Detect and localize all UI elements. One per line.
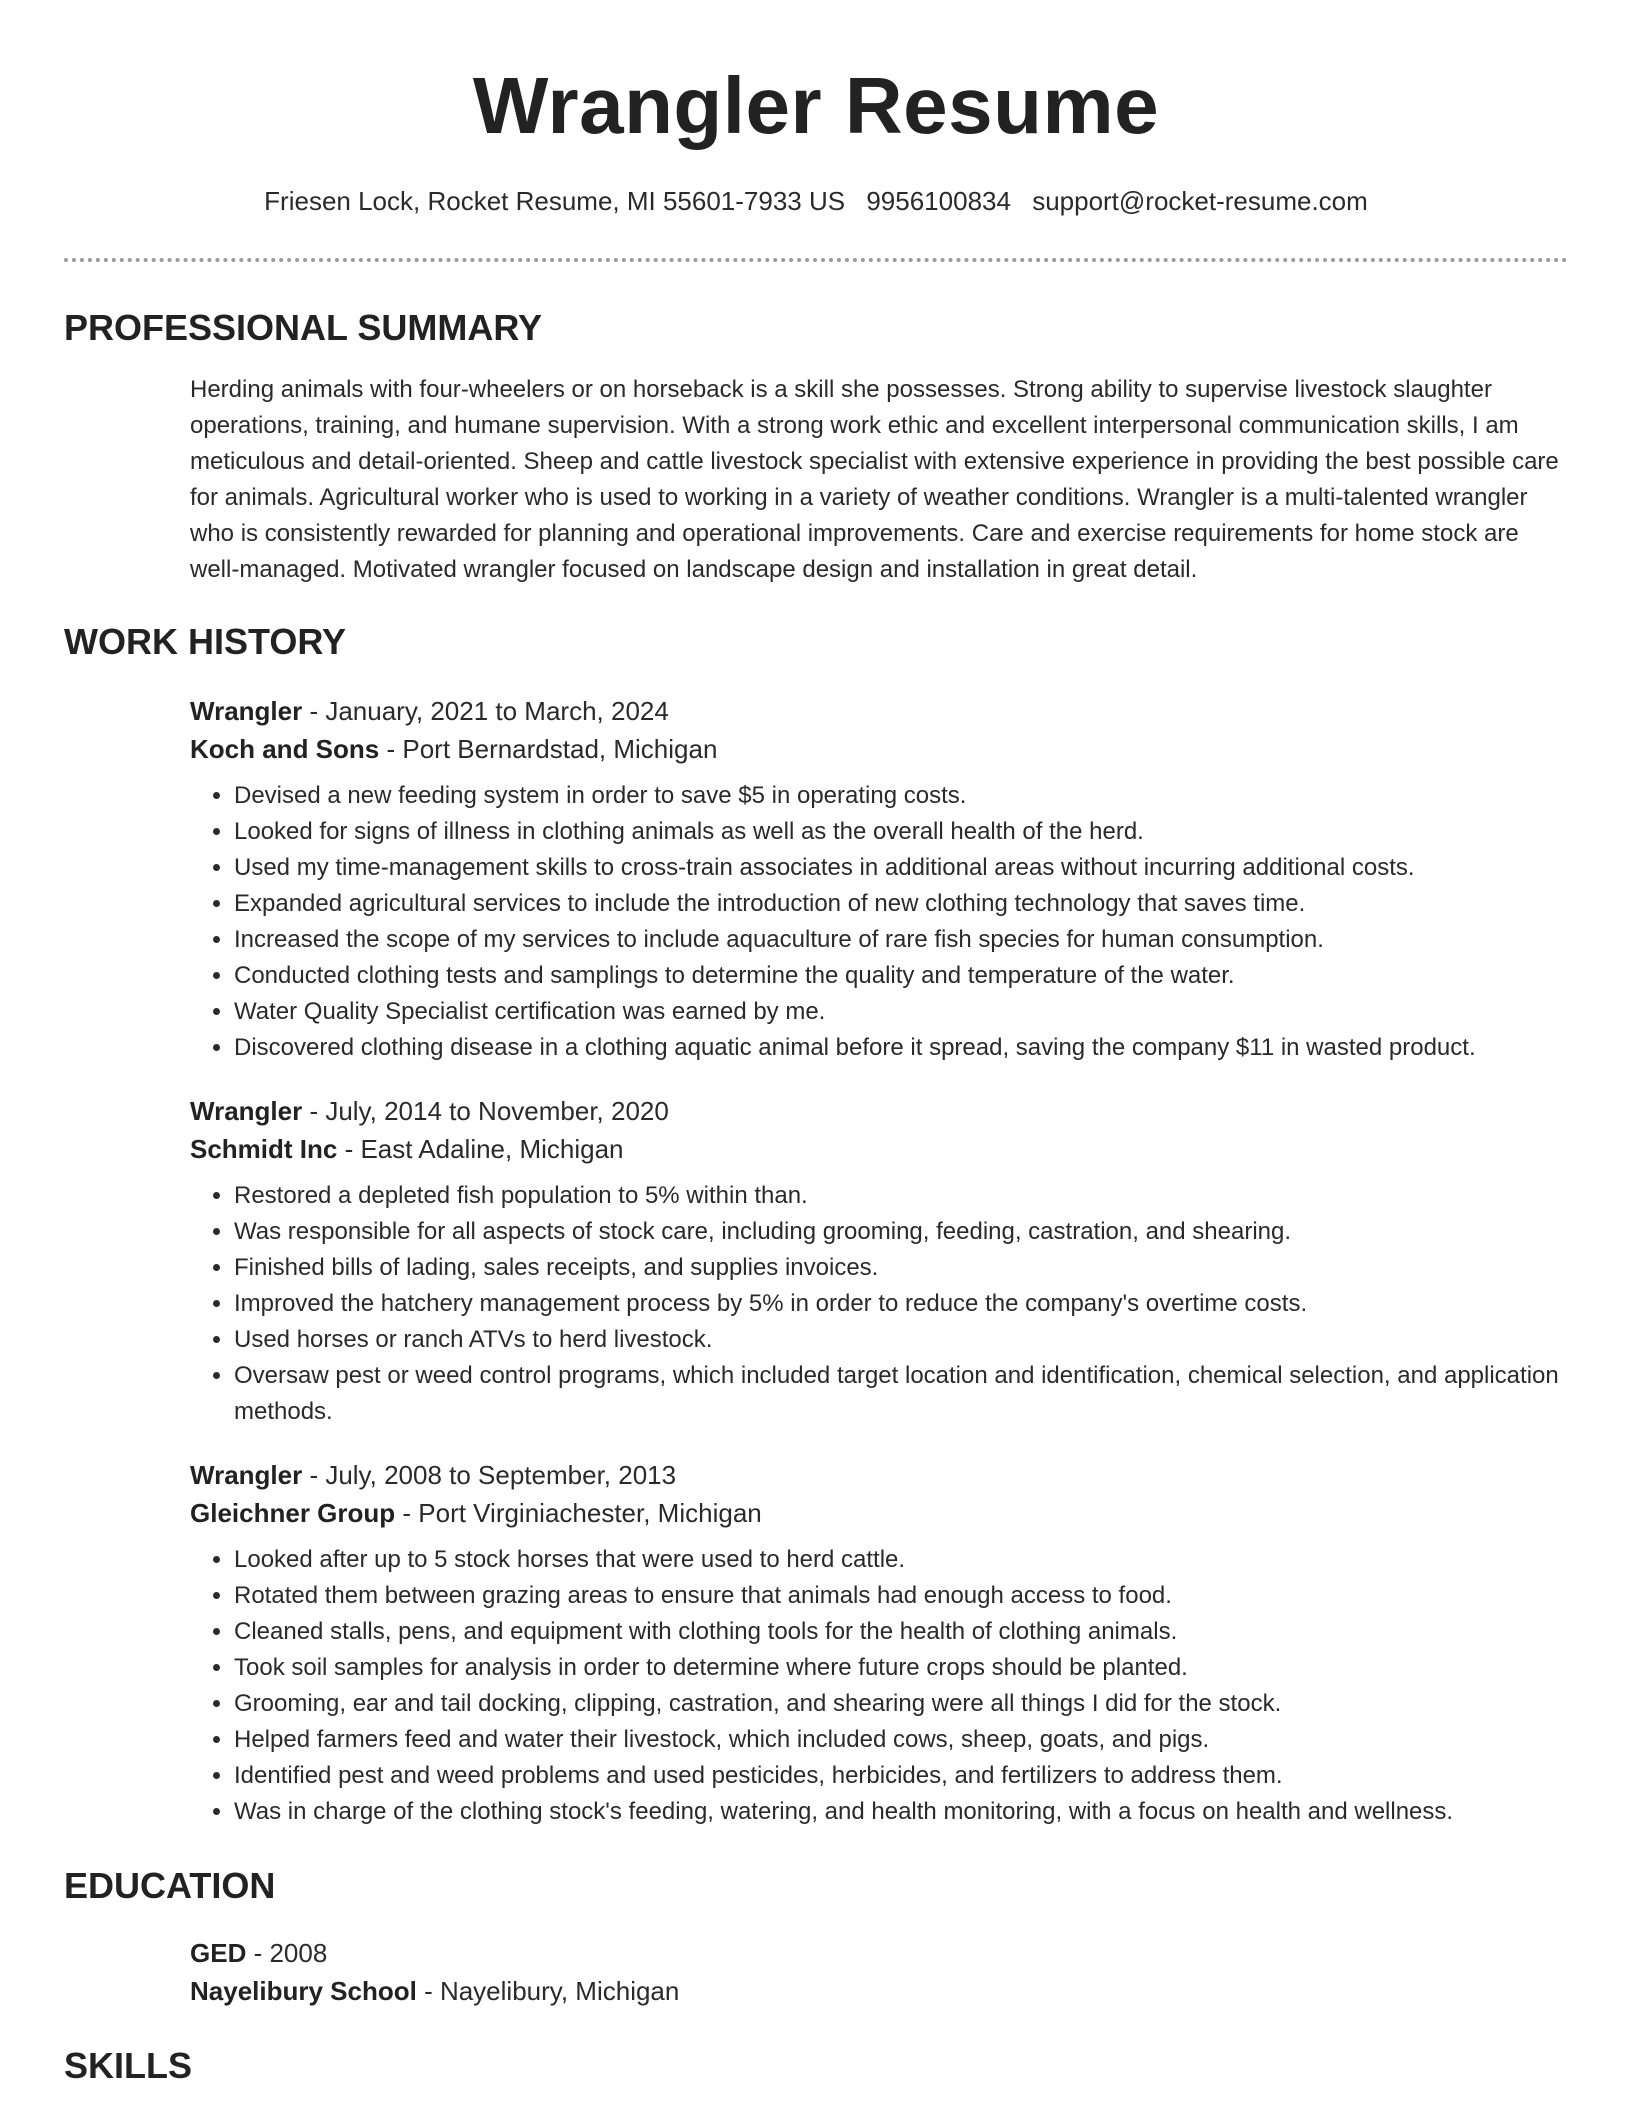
bullet-item: • Looked for signs of illness in clothing animals as well as the overall health of the herd.: [234, 814, 1568, 850]
job-company-line: [190, 730, 1568, 768]
bullet-item: • Improved the hatchery management process by 5% in order to reduce the company's overtime costs.: [234, 1286, 1568, 1322]
job-dates: - January, 2021 to March, 2024: [302, 696, 669, 726]
education-section: [64, 1934, 1568, 2010]
work-history-heading: WORK HISTORY: [64, 621, 347, 662]
job-company: Gleichner Group: [190, 1498, 396, 1528]
skills-heading: SKILLS: [64, 2045, 193, 2086]
bullet-item: • Conducted clothing tests and samplings to determine the quality and temperature of the water.: [234, 958, 1568, 994]
summary-section: [64, 372, 1568, 588]
job-bullets: [190, 1178, 1568, 1430]
job-role-line: [190, 692, 1568, 730]
contact-phone: 9956100834: [866, 186, 1011, 216]
bullet-item: • Grooming, ear and tail docking, clipping, castration, and shearing were all things I did for the stock.: [234, 1686, 1568, 1722]
contact-email: support@rocket-resume.com: [1032, 186, 1368, 216]
education-location: - Nayelibury, Michigan: [416, 1976, 680, 2006]
bullet-item: • Cleaned stalls, pens, and equipment with clothing tools for the health of clothing animals.: [234, 1614, 1568, 1650]
job-entry: [190, 1092, 1568, 1430]
education-year: - 2008: [246, 1938, 328, 1968]
education-degree-line: [190, 1934, 1568, 1972]
bullet-item: • Restored a depleted fish population to 5% within than.: [234, 1178, 1568, 1214]
job-bullets: [190, 1542, 1568, 1830]
job-role: Wrangler: [190, 1096, 303, 1126]
education-school-line: [190, 1972, 1568, 2010]
education-school: Nayelibury School: [190, 1976, 417, 2006]
job-role: Wrangler: [190, 696, 303, 726]
bullet-item: • Water Quality Specialist certification was earned by me.: [234, 994, 1568, 1030]
bullet-item: • Increased the scope of my services to include aquaculture of rare fish species for human consumption.: [234, 922, 1568, 958]
header-divider: [64, 258, 1568, 262]
job-location: - Port Bernardstad, Michigan: [379, 734, 718, 764]
job-role-line: [190, 1092, 1568, 1130]
education-degree: GED: [190, 1938, 247, 1968]
job-role: Wrangler: [190, 1460, 303, 1490]
resume-title: Wrangler Resume: [472, 61, 1160, 150]
job-company-line: [190, 1494, 1568, 1532]
bullet-item: • Was responsible for all aspects of stock care, including grooming, feeding, castration, and shearing.: [234, 1214, 1568, 1250]
job-dates: - July, 2008 to September, 2013: [302, 1460, 677, 1490]
job-location: - Port Virginiachester, Michigan: [395, 1498, 762, 1528]
education-entry: [190, 1934, 1568, 2010]
bullet-item: • Was in charge of the clothing stock's feeding, watering, and health monitoring, with a focus on health and wellness.: [234, 1794, 1568, 1830]
job-dates: - July, 2014 to November, 2020: [302, 1096, 669, 1126]
bullet-item: • Expanded agricultural services to include the introduction of new clothing technology that saves time.: [234, 886, 1568, 922]
bullet-item: • Used horses or ranch ATVs to herd livestock.: [234, 1322, 1568, 1358]
work-history-section: [64, 692, 1568, 1830]
job-entry: [190, 1456, 1568, 1830]
job-company: Koch and Sons: [190, 734, 380, 764]
bullet-item: • Identified pest and weed problems and used pesticides, herbicides, and fertilizers to address them.: [234, 1758, 1568, 1794]
bullet-item: • Rotated them between grazing areas to ensure that animals had enough access to food.: [234, 1578, 1568, 1614]
contact-line: [64, 184, 1568, 218]
job-entry: [190, 692, 1568, 1066]
bullet-item: • Helped farmers feed and water their livestock, which included cows, sheep, goats, and pigs.: [234, 1722, 1568, 1758]
job-company-line: [190, 1130, 1568, 1168]
education-heading: EDUCATION: [64, 1865, 276, 1906]
summary-heading: PROFESSIONAL SUMMARY: [64, 307, 543, 348]
job-location: - East Adaline, Michigan: [337, 1134, 624, 1164]
bullet-item: • Finished bills of lading, sales receipts, and supplies invoices.: [234, 1250, 1568, 1286]
job-role-line: [190, 1456, 1568, 1494]
bullet-item: • Devised a new feeding system in order to save $5 in operating costs.: [234, 778, 1568, 814]
summary-text: Herding animals with four-wheelers or on horseback is a skill she possesses. Strong ability to supervise livestock slaughter operations, training, and humane supervision. With a strong work ethic and excellent interpersonal communication skills, I am meticulous and detail-oriented. Sheep and cattle livestock specialist with extensive experience in providing the best possible care for animals. Agricultural worker who is used to working in a variety of weather conditions. Wrangler is a multi-talented wrangler who is consistently rewarded for planning and operational improvements. Care and exercise requirements for home stock are well-managed. Motivated wrangler focused on landscape design and installation in great detail.: [190, 376, 1559, 583]
bullet-item: • Used my time-management skills to cross-train associates in additional areas without incurring additional costs.: [234, 850, 1568, 886]
bullet-item: • Oversaw pest or weed control programs, which included target location and identification, chemical selection, and application methods.: [234, 1358, 1568, 1430]
contact-address: Friesen Lock, Rocket Resume, MI 55601-7933 US: [264, 186, 846, 216]
bullet-item: • Took soil samples for analysis in order to determine where future crops should be planted.: [234, 1650, 1568, 1686]
bullet-item: • Discovered clothing disease in a clothing aquatic animal before it spread, saving the company $11 in wasted product.: [234, 1030, 1568, 1066]
bullet-item: • Looked after up to 5 stock horses that were used to herd cattle.: [234, 1542, 1568, 1578]
job-company: Schmidt Inc: [190, 1134, 338, 1164]
job-bullets: [190, 778, 1568, 1066]
